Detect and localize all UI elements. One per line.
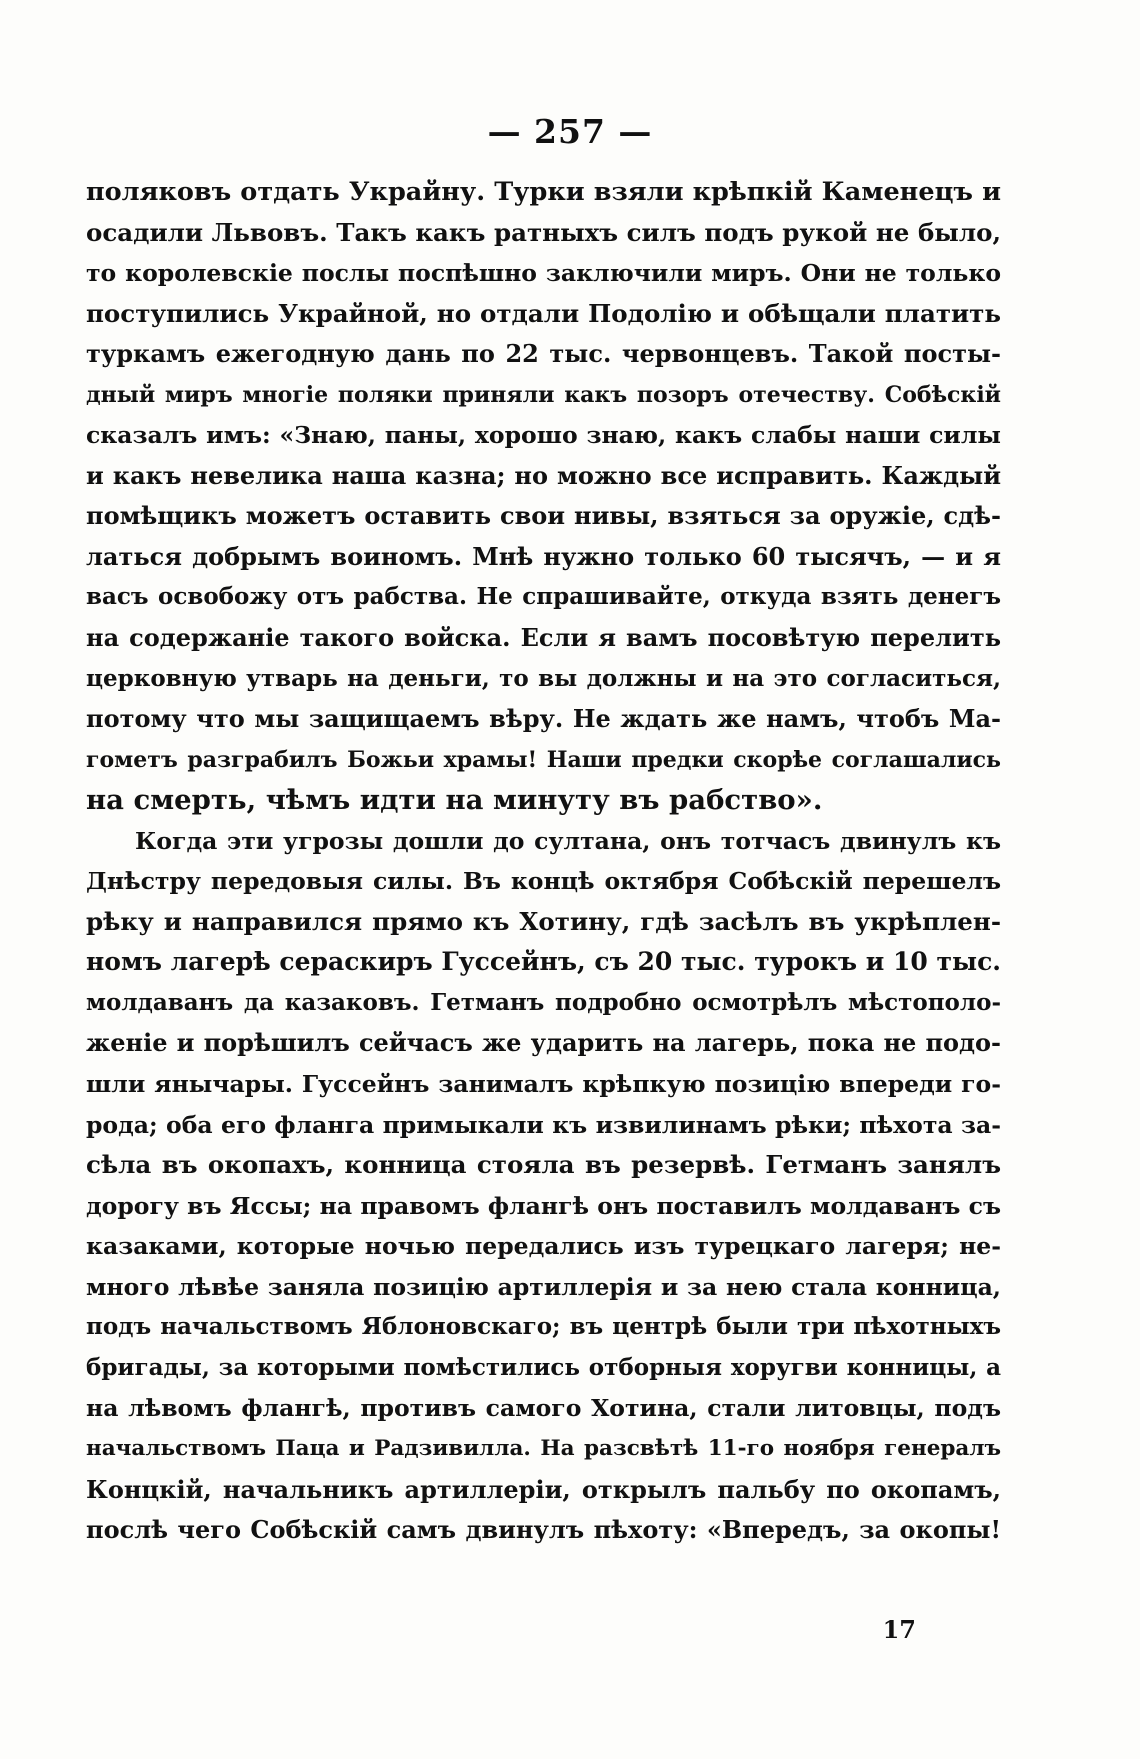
text-line: поступились Украйной, но отдали Подолію и обѣщали платить — [86, 298, 1001, 328]
text-line: женіе и порѣшилъ сейчасъ же ударить на лагерь, пока не подо- — [86, 1028, 1001, 1058]
text-line: рѣку и направился прямо къ Хотину, гдѣ засѣлъ въ укрѣплен- — [86, 906, 1001, 936]
text-line: рода; оба его фланга примыкали къ извилинамъ рѣки; пѣхота за- — [86, 1110, 1001, 1139]
text-line: шли янычары. Гуссейнъ занималъ крѣпкую позицію впереди го- — [86, 1070, 1001, 1099]
text-line: Когда эти угрозы дошли до султана, онъ тотчасъ двинулъ къ — [135, 826, 1001, 855]
text-line: латься добрымъ воиномъ. Мнѣ нужно только 60 тысячъ, — и я — [86, 541, 1001, 571]
text-line: дорогу въ Яссы; на правомъ флангѣ онъ поставилъ молдаванъ съ — [86, 1191, 1001, 1220]
signature-mark: 17 — [882, 1615, 916, 1644]
text-line: сказалъ имъ: «Знаю, паны, хорошо знаю, какъ слабы наши силы — [86, 421, 1001, 450]
text-line: гометъ разграбилъ Божьи храмы! Наши предки скорѣе соглашались — [86, 746, 1001, 773]
text-line: подъ начальствомъ Яблоновскаго; въ центрѣ были три пѣхотныхъ — [86, 1313, 1001, 1341]
text-line: осадили Львовъ. Такъ какъ ратныхъ силъ подъ рукой не было, — [86, 217, 1001, 247]
text-line: то королевскіе послы поспѣшно заключили миръ. Они не только — [86, 259, 1001, 288]
text-line: церковную утварь на деньги, то вы должны и на это согласиться, — [86, 664, 1001, 692]
text-line: на содержаніе такого войска. Если я вамъ посовѣтую перелить — [86, 623, 1001, 653]
text-line: номъ лагерѣ сераскиръ Гуссейнъ, съ 20 тыс. турокъ и 10 тыс. — [86, 947, 1001, 977]
text-line: много лѣвѣе заняла позицію артиллерія и за нею стала конница, — [86, 1272, 1001, 1301]
text-line: и какъ невелика наша казна; но можно все исправить. Каждый — [86, 460, 1001, 490]
paragraph-2 — [86, 821, 1001, 1551]
text-line: сѣла въ окопахъ, конница стояла въ резервѣ. Гетманъ занялъ — [86, 1150, 1001, 1180]
text-line: Днѣстру передовыя силы. Въ концѣ октября Собѣскій перешелъ — [86, 867, 1001, 896]
text-line: васъ освобожу отъ рабства. Не спрашивайте, откуда взять денегъ — [86, 583, 1001, 611]
text-line: начальствомъ Паца и Радзивилла. На разсвѣтѣ 11-го ноября генералъ — [86, 1435, 1001, 1461]
page-number: — 257 — — [487, 112, 653, 151]
text-line: помѣщикъ можетъ оставить свои нивы, взяться за оружіе, сдѣ- — [86, 501, 1001, 531]
paragraph-1 — [86, 172, 1001, 821]
text-line: Концкій, начальникъ артиллеріи, открылъ пальбу по окопамъ, — [86, 1474, 1001, 1504]
body-text — [86, 172, 1001, 1551]
text-line: на лѣвомъ флангѣ, противъ самого Хотина, стали литовцы, подъ — [86, 1394, 1001, 1423]
text-line: потому что мы защищаемъ вѣру. Не ждать же намъ, чтобъ Ма- — [86, 704, 1001, 734]
text-line: на смерть, чѣмъ идти на минуту въ рабство». — [86, 784, 823, 817]
text-line: бригады, за которыми помѣстились отборныя хоругви конницы, а — [86, 1353, 1001, 1381]
text-line: туркамъ ежегодную дань по 22 тыс. червонцевъ. Такой посты- — [86, 339, 1001, 369]
text-line: послѣ чего Собѣскій самъ двинулъ пѣхоту: «Впередъ, за окопы! — [86, 1515, 1001, 1545]
text-line: поляковъ отдать Украйну. Турки взяли крѣпкій Каменецъ и — [86, 177, 1001, 207]
text-line: дный миръ многіе поляки приняли какъ позоръ отечеству. Собѣскій — [86, 381, 1001, 408]
text-line: молдаванъ да казаковъ. Гетманъ подробно осмотрѣлъ мѣстополо- — [86, 988, 1001, 1016]
text-line: казаками, которые ночью передались изъ турецкаго лагеря; не- — [86, 1232, 1001, 1261]
